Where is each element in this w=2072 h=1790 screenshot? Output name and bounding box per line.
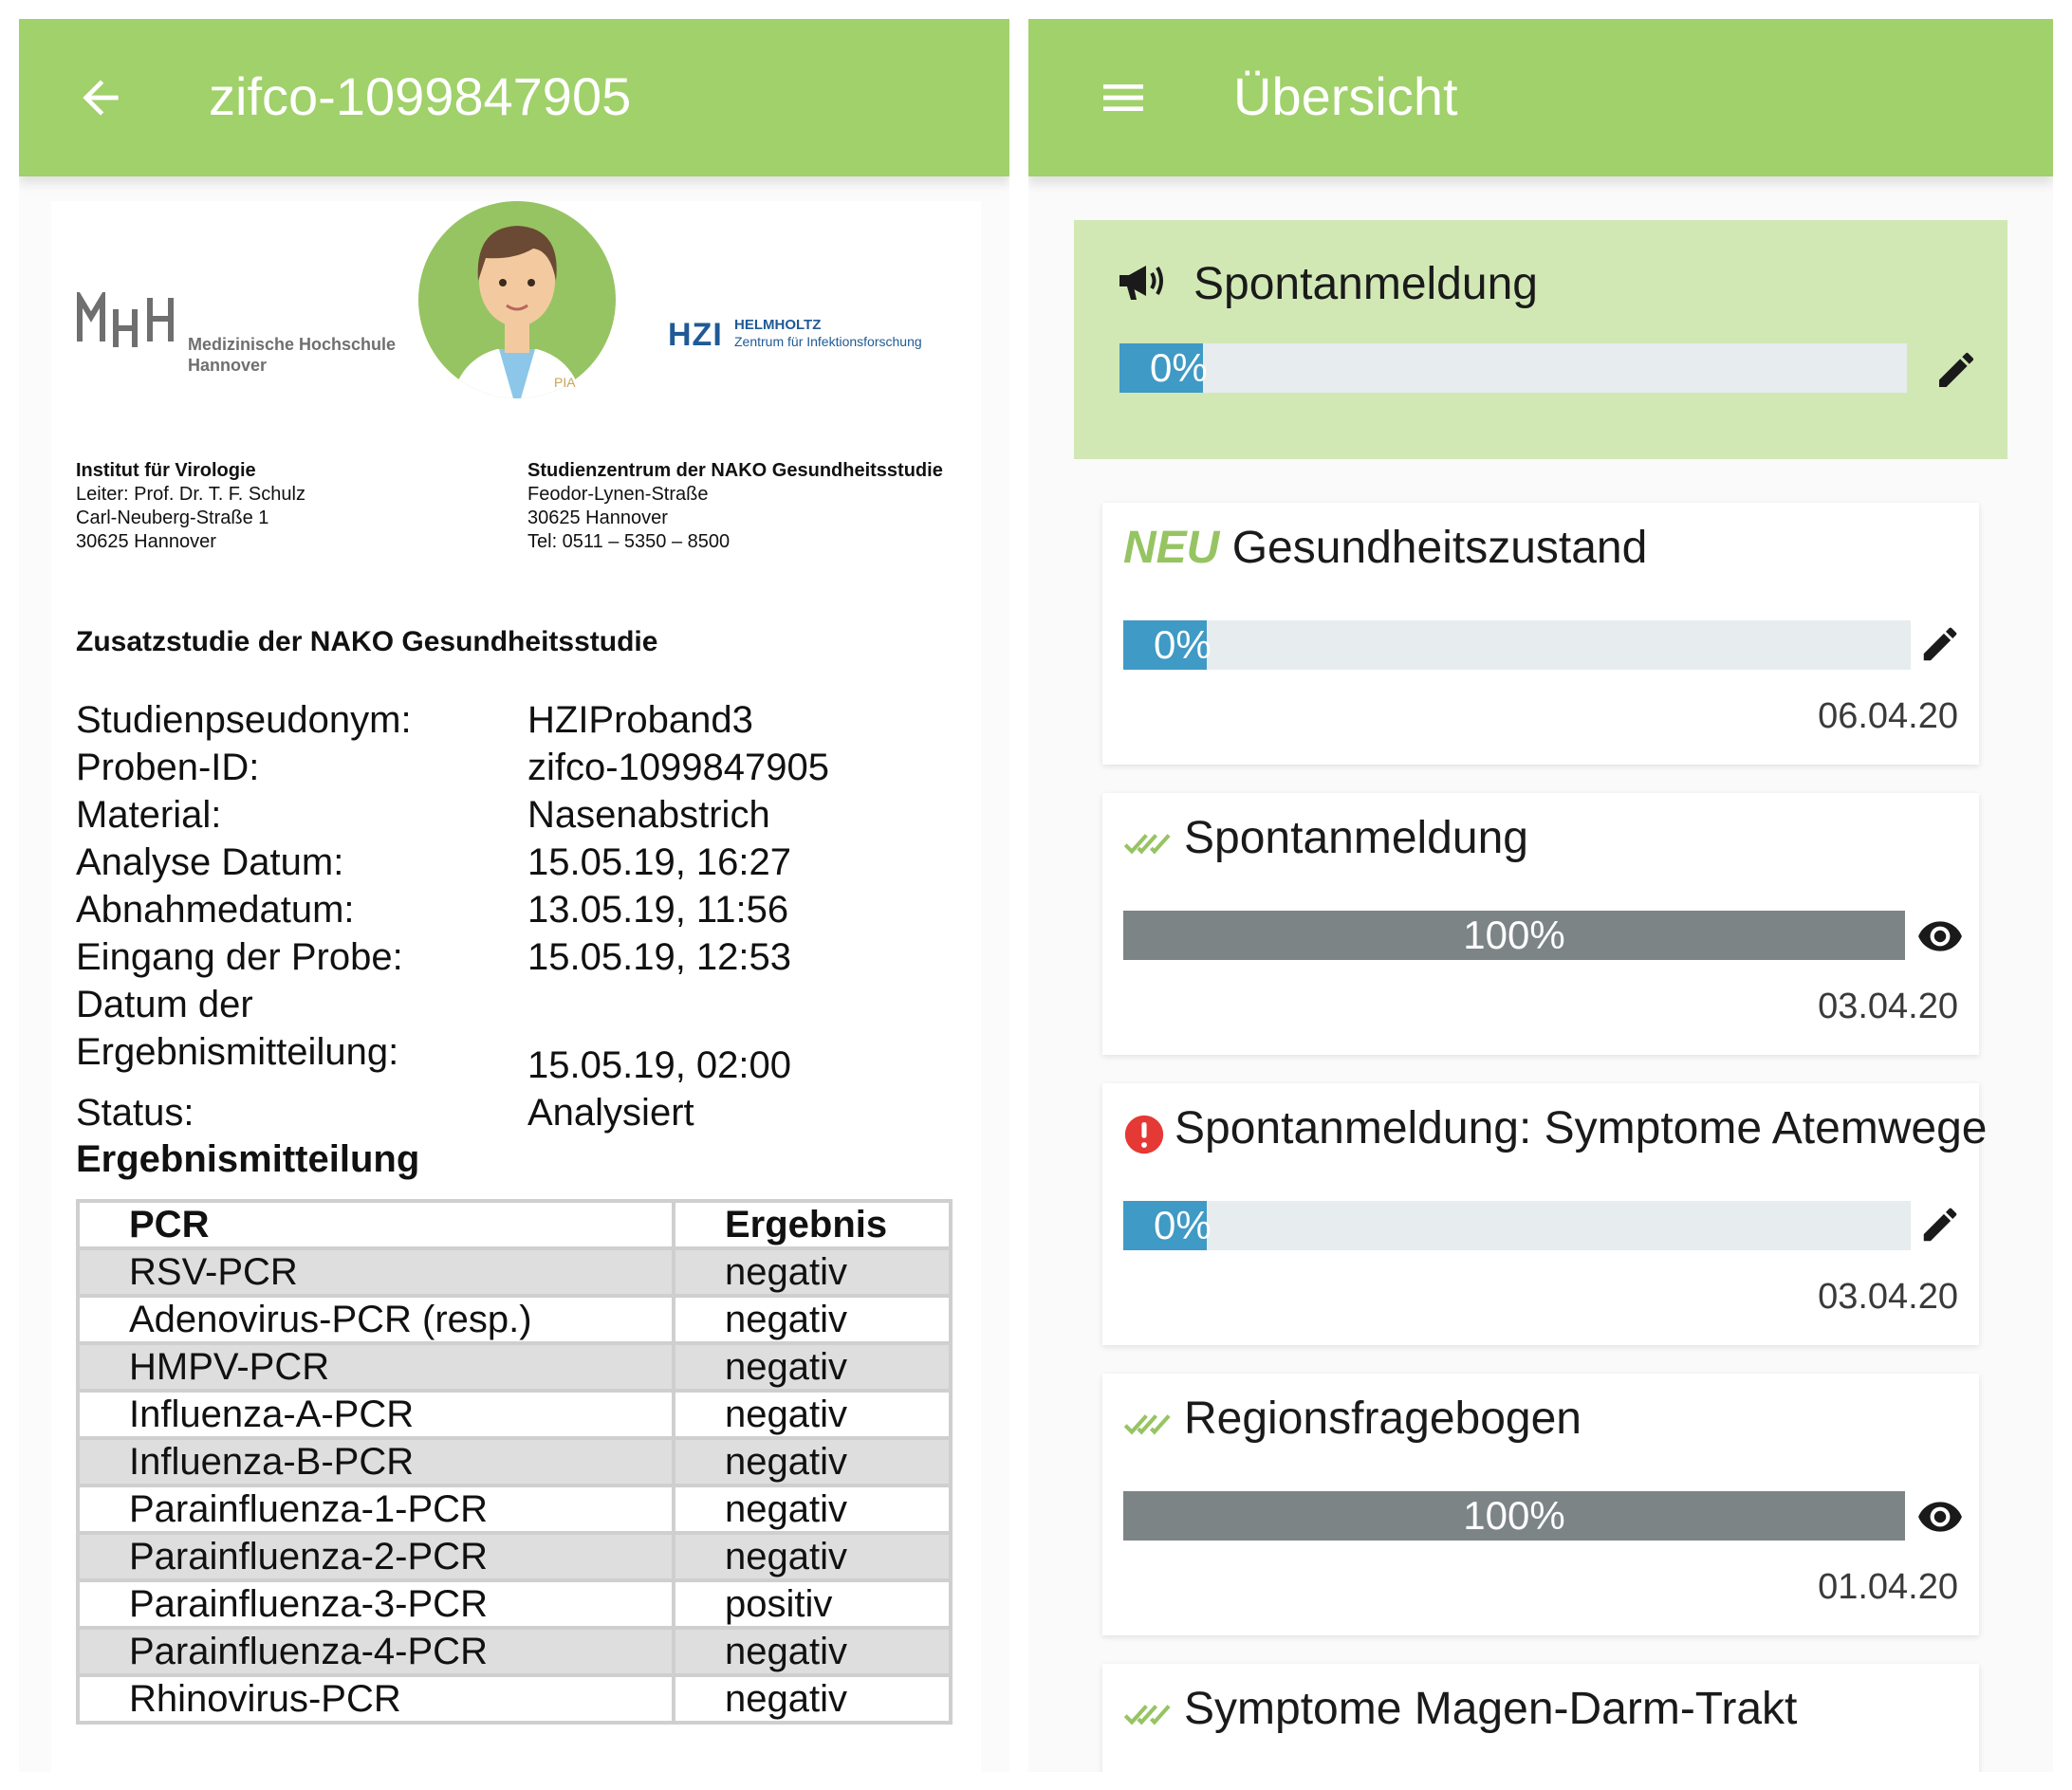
status-value: Analysiert bbox=[527, 1092, 694, 1134]
pcr-result-cell: negativ bbox=[674, 1533, 951, 1580]
table-row bbox=[78, 1438, 951, 1486]
edit-icon[interactable] bbox=[1918, 622, 1962, 666]
progress-label: 100% bbox=[1463, 913, 1565, 957]
questionnaire-card-spontanmeldung-done[interactable] bbox=[1102, 793, 1979, 1055]
overview-screen bbox=[1028, 19, 2053, 1772]
progress-bar bbox=[1123, 1491, 1905, 1541]
study-heading: Zusatzstudie der NAKO Gesundheitsstudie bbox=[76, 626, 658, 657]
card-date: 03.04.20 bbox=[1818, 987, 1958, 1026]
page-title: Übersicht bbox=[1233, 66, 1458, 126]
app-bar-right bbox=[1028, 19, 2053, 176]
card-title: Spontanmeldung bbox=[1193, 259, 1538, 309]
double-check-icon bbox=[1123, 1698, 1173, 1730]
hzi-logo: HZI HELMHOLTZ Zentrum für Infektionsforschung bbox=[668, 317, 922, 353]
result-date-label-line1: Datum der bbox=[76, 984, 253, 1025]
progress-bar bbox=[1123, 620, 1911, 670]
page-title: zifco-1099847905 bbox=[209, 66, 632, 126]
pcr-name-cell: Parainfluenza-4-PCR bbox=[78, 1628, 674, 1675]
sampling-date-value: 13.05.19, 11:56 bbox=[527, 889, 789, 931]
probe-id-label: Proben-ID: bbox=[76, 747, 260, 788]
eye-icon[interactable] bbox=[1916, 1493, 1964, 1541]
received-date-label: Eingang der Probe: bbox=[76, 936, 403, 978]
questionnaire-card-symptome-atemwege[interactable] bbox=[1102, 1083, 1988, 1345]
result-document bbox=[51, 201, 981, 1772]
new-badge: NEU bbox=[1123, 523, 1220, 573]
hamburger-menu-icon bbox=[1097, 71, 1150, 124]
edit-icon[interactable] bbox=[1918, 1203, 1962, 1246]
table-row bbox=[78, 1628, 951, 1675]
table-row bbox=[78, 1580, 951, 1628]
card-title: Regionsfragebogen bbox=[1184, 1393, 1582, 1444]
address-right: Studienzentrum der NAKO Gesundheitsstudie Feodor-Lynen-Straße 30625 Hannover Tel: 0511 – 5350 – 8500 bbox=[527, 460, 943, 552]
table-row bbox=[78, 1296, 951, 1343]
mhh-logo bbox=[76, 292, 397, 387]
progress-label: 0% bbox=[1154, 1203, 1212, 1247]
column-header-result: Ergebnis bbox=[674, 1201, 951, 1248]
pcr-name-cell: HMPV-PCR bbox=[78, 1343, 674, 1391]
pia-avatar bbox=[412, 201, 622, 412]
pcr-name-cell: Parainfluenza-3-PCR bbox=[78, 1580, 674, 1628]
progress-bar bbox=[1123, 1201, 1911, 1250]
pcr-result-cell: negativ bbox=[674, 1486, 951, 1533]
card-date: 03.04.20 bbox=[1818, 1277, 1958, 1317]
table-header-row bbox=[78, 1201, 951, 1248]
pcr-result-cell: negativ bbox=[674, 1628, 951, 1675]
pcr-result-cell: negativ bbox=[674, 1675, 951, 1723]
back-button[interactable] bbox=[63, 60, 139, 136]
analysis-date-label: Analyse Datum: bbox=[76, 841, 344, 883]
result-detail-screen bbox=[19, 19, 1009, 1772]
card-title: Symptome Magen-Darm-Trakt bbox=[1184, 1684, 1798, 1734]
column-header-pcr: PCR bbox=[78, 1201, 674, 1248]
table-row bbox=[78, 1248, 951, 1296]
progress-bar bbox=[1123, 911, 1905, 960]
result-heading: Ergebnismitteilung bbox=[76, 1138, 420, 1180]
table-row bbox=[78, 1343, 951, 1391]
questionnaire-card-magen-darm[interactable] bbox=[1102, 1664, 1979, 1772]
pcr-result-cell: negativ bbox=[674, 1438, 951, 1486]
mhh-mark-logo bbox=[76, 292, 180, 349]
material-value: Nasenabstrich bbox=[527, 794, 770, 836]
probe-id-value: zifco-1099847905 bbox=[527, 747, 830, 788]
questionnaire-card-regionsfragebogen[interactable] bbox=[1102, 1374, 1979, 1635]
edit-icon[interactable] bbox=[1933, 347, 1979, 393]
questionnaire-card-spontanmeldung-new[interactable] bbox=[1074, 220, 2007, 459]
progress-label: 0% bbox=[1154, 622, 1212, 667]
pcr-name-cell: Parainfluenza-2-PCR bbox=[78, 1533, 674, 1580]
pcr-result-cell: negativ bbox=[674, 1343, 951, 1391]
progress-label: 100% bbox=[1463, 1493, 1565, 1538]
eye-icon[interactable] bbox=[1916, 913, 1964, 960]
analysis-date-value: 15.05.19, 16:27 bbox=[527, 841, 792, 883]
card-title: NEU Gesundheitszustand bbox=[1123, 523, 1648, 573]
table-row bbox=[78, 1533, 951, 1580]
megaphone-icon bbox=[1116, 258, 1169, 304]
pcr-results-table bbox=[76, 1199, 953, 1725]
card-title: Spontanmeldung bbox=[1184, 813, 1528, 863]
avatar-badge: PIA bbox=[554, 375, 576, 390]
alert-icon bbox=[1123, 1114, 1165, 1155]
app-bar-left bbox=[19, 19, 1009, 176]
pcr-name-cell: Rhinovirus-PCR bbox=[78, 1675, 674, 1723]
card-date: 06.04.20 bbox=[1818, 696, 1958, 736]
result-date-label-line2: Ergebnismitteilung: bbox=[76, 1031, 399, 1073]
questionnaire-card-gesundheitszustand[interactable] bbox=[1102, 503, 1979, 765]
pcr-name-cell: Adenovirus-PCR (resp.) bbox=[78, 1296, 674, 1343]
pcr-result-cell: negativ bbox=[674, 1248, 951, 1296]
card-date: 01.04.20 bbox=[1818, 1567, 1958, 1607]
pcr-name-cell: RSV-PCR bbox=[78, 1248, 674, 1296]
pcr-result-cell: positiv bbox=[674, 1580, 951, 1628]
pcr-result-cell: negativ bbox=[674, 1296, 951, 1343]
progress-bar bbox=[1119, 343, 1907, 393]
material-label: Material: bbox=[76, 794, 222, 836]
table-row bbox=[78, 1391, 951, 1438]
pseudonym-value: HZIProband3 bbox=[527, 699, 753, 741]
pcr-name-cell: Influenza-B-PCR bbox=[78, 1438, 674, 1486]
address-left: Institut für Virologie Leiter: Prof. Dr. T. F. Schulz Carl-Neuberg-Straße 1 30625 Hannover bbox=[76, 460, 305, 552]
pcr-result-cell: negativ bbox=[674, 1391, 951, 1438]
double-check-icon bbox=[1123, 1408, 1173, 1440]
arrow-back-icon bbox=[74, 71, 127, 124]
result-date-value: 15.05.19, 02:00 bbox=[527, 1044, 792, 1086]
double-check-icon bbox=[1123, 827, 1173, 859]
progress-label: 0% bbox=[1150, 345, 1208, 390]
mhh-name: Medizinische Hochschule Hannover bbox=[188, 335, 397, 375]
menu-button[interactable] bbox=[1085, 60, 1161, 136]
card-title: Spontanmeldung: Symptome Atemwege bbox=[1175, 1103, 1988, 1153]
received-date-value: 15.05.19, 12:53 bbox=[527, 936, 792, 978]
pcr-name-cell: Influenza-A-PCR bbox=[78, 1391, 674, 1438]
sampling-date-label: Abnahmedatum: bbox=[76, 889, 355, 931]
pcr-name-cell: Parainfluenza-1-PCR bbox=[78, 1486, 674, 1533]
table-row bbox=[78, 1486, 951, 1533]
pseudonym-label: Studienpseudonym: bbox=[76, 699, 412, 741]
table-row bbox=[78, 1675, 951, 1723]
status-label: Status: bbox=[76, 1092, 194, 1134]
